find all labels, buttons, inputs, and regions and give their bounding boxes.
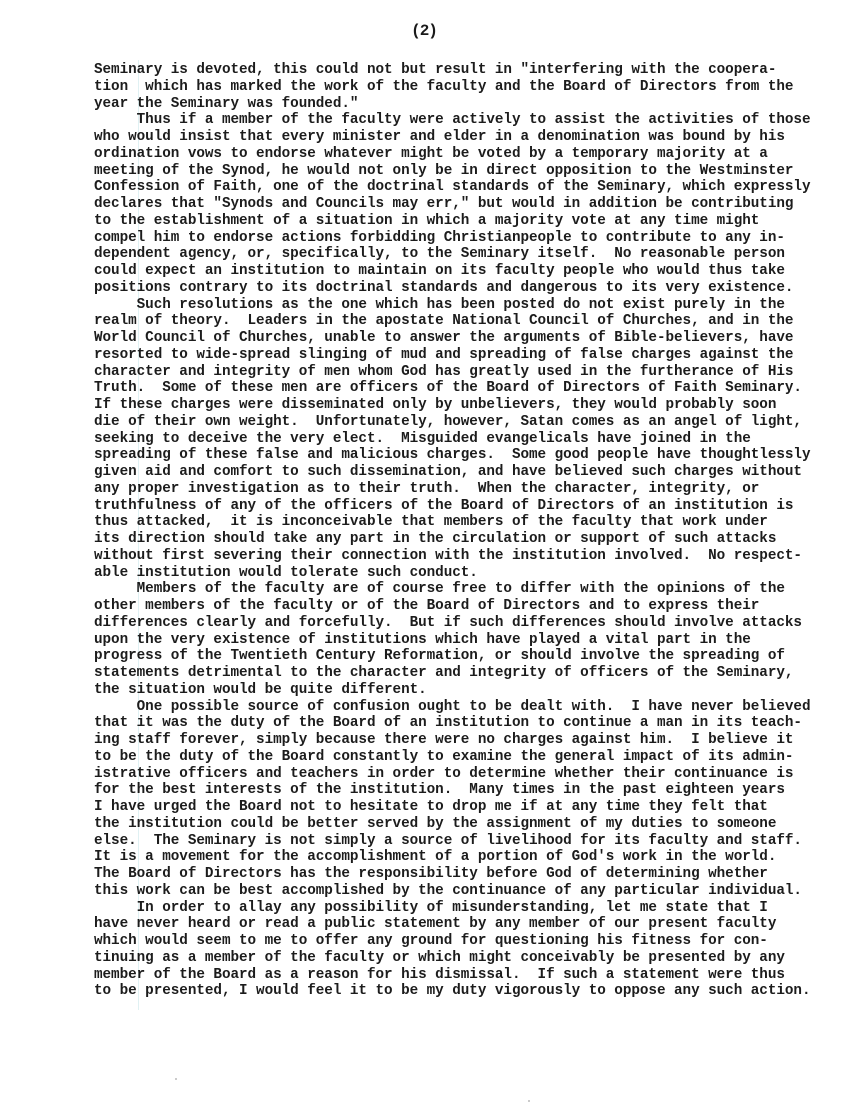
text-line: meeting of the Synod, he would not only be in direct opposition to the Westminster [94,162,794,179]
text-line: die of their own weight. Unfortunately, however, Satan comes as an angel of light, [94,413,802,430]
text-line: seeking to deceive the very elect. Misguided evangelicals have joined in the [94,430,751,447]
text-line: Such resolutions as the one which has been posted do not exist purely in the [94,296,785,313]
text-line: could expect an institution to maintain on its faculty people who would thus take [94,263,785,279]
text-line: to be the duty of the Board constantly to examine the general impact of its admin- [94,748,794,765]
text-line: ordination vows to endorse whatever might be voted by a temporary majority at a [94,145,768,162]
text-line: the situation would be quite different. [94,681,427,698]
text-line: It is a movement for the accomplishment of a portion of God's work in the world. [94,849,777,866]
text-line: positions contrary to its doctrinal standards and dangerous to its very existence. [94,279,794,296]
text-line: thus attacked, it is inconceivable that members of the faculty that work under [94,514,768,531]
text-line: character and integrity of men whom God has greatly used in the furtherance of His [94,363,794,380]
text-line: upon the very existence of institutions which have played a vital part in the [94,631,751,648]
text-line: realm of theory. Leaders in the apostate National Council of Churches, and in the [94,313,794,330]
text-line: the institution could be better served by the assignment of my duties to someone [94,815,777,832]
text-line: truthfulness of any of the officers of the Board of Directors of an institution is [94,497,794,514]
text-line: to the establishment of a situation in which a majority vote at any time might [94,212,760,229]
text-line: Thus if a member of the faculty were actively to assist the activities of those [94,112,811,129]
text-line: progress of the Twentieth Century Reformation, or should involve the spreading of [94,648,785,665]
text-line: The Board of Directors has the responsibility before God of determining whether [94,866,768,882]
text-line: resorted to wide-spread slinging of mud and spreading of false charges against the [94,346,794,363]
text-line: Seminary is devoted, this could not but result in "interfering with the coopera- [94,62,777,78]
body-text [94,62,848,1000]
text-line: statements detrimental to the character and integrity of officers of the Seminary, [94,665,794,681]
text-line: differences clearly and forcefully. But if such differences should involve attacks [94,614,802,631]
scan-speck [175,1078,177,1080]
text-line: which would seem to me to offer any ground for questioning his fitness for con- [94,933,768,949]
text-line: In order to allay any possibility of misunderstanding, let me state that I [94,899,768,916]
text-line: dependent agency, or, specifically, to the Seminary itself. No reasonable person [94,246,785,263]
text-line: that it was the duty of the Board of an institution to continue a man in its teach- [94,715,802,732]
text-line: member of the Board as a reason for his dismissal. If such a statement were thus [94,966,785,983]
text-line: without first severing their connection with the institution involved. No respect- [94,547,802,564]
text-line: One possible source of confusion ought to be dealt with. I have never believed [94,698,811,715]
text-line: its direction should take any part in the circulation or support of such attacks [94,531,777,547]
text-line: to be presented, I would feel it to be my duty vigorously to oppose any such action. [94,983,811,1000]
page-number: (2) [411,22,437,40]
text-line: compel him to endorse actions forbidding Christianpeople to contribute to any in- [94,229,785,246]
text-line: year the Seminary was founded." [94,95,359,112]
text-line: Confession of Faith, one of the doctrinal standards of the Seminary, which expressly [94,179,811,196]
text-line: for the best interests of the institution. Many times in the past eighteen years [94,782,785,799]
text-line: World Council of Churches, unable to answer the arguments of Bible-believers, have [94,330,794,346]
text-line: ing staff forever, simply because there were no charges against him. I believe it [94,732,794,748]
text-line: Members of the faculty are of course free to differ with the opinions of the [94,581,785,598]
text-line: tion which has marked the work of the faculty and the Board of Directors from the [94,78,794,95]
text-line: If these charges were disseminated only by unbelievers, they would probably soon [94,397,777,413]
text-line: have never heard or read a public statement by any member of our present faculty [94,916,777,933]
text-line: who would insist that every minister and elder in a denomination was bound by his [94,129,785,145]
scan-speck [528,1100,530,1102]
text-line: else. The Seminary is not simply a source of livelihood for its faculty and staff. [94,832,802,849]
text-line: declares that "Synods and Councils may err," but would in addition be contributing [94,196,794,212]
text-line: able institution would tolerate such conduct. [94,564,478,581]
text-line: given aid and comfort to such dissemination, and have believed such charges without [94,464,802,480]
text-line: I have urged the Board not to hesitate to drop me if at any time they felt that [94,799,768,815]
text-line: spreading of these false and malicious charges. Some good people have thoughtlessly [94,447,811,464]
text-line: any proper investigation as to their truth. When the character, integrity, or [94,480,760,497]
text-line: tinuing as a member of the faculty or which might conceivably be presented by any [94,949,785,966]
text-line: this work can be best accomplished by the continuance of any particular individual. [94,882,802,899]
text-line: istrative officers and teachers in order to determine whether their continuance is [94,765,794,782]
text-line: Truth. Some of these men are officers of the Board of Directors of Faith Seminary. [94,380,802,397]
text-line: other members of the faculty or of the Board of Directors and to express their [94,598,760,614]
